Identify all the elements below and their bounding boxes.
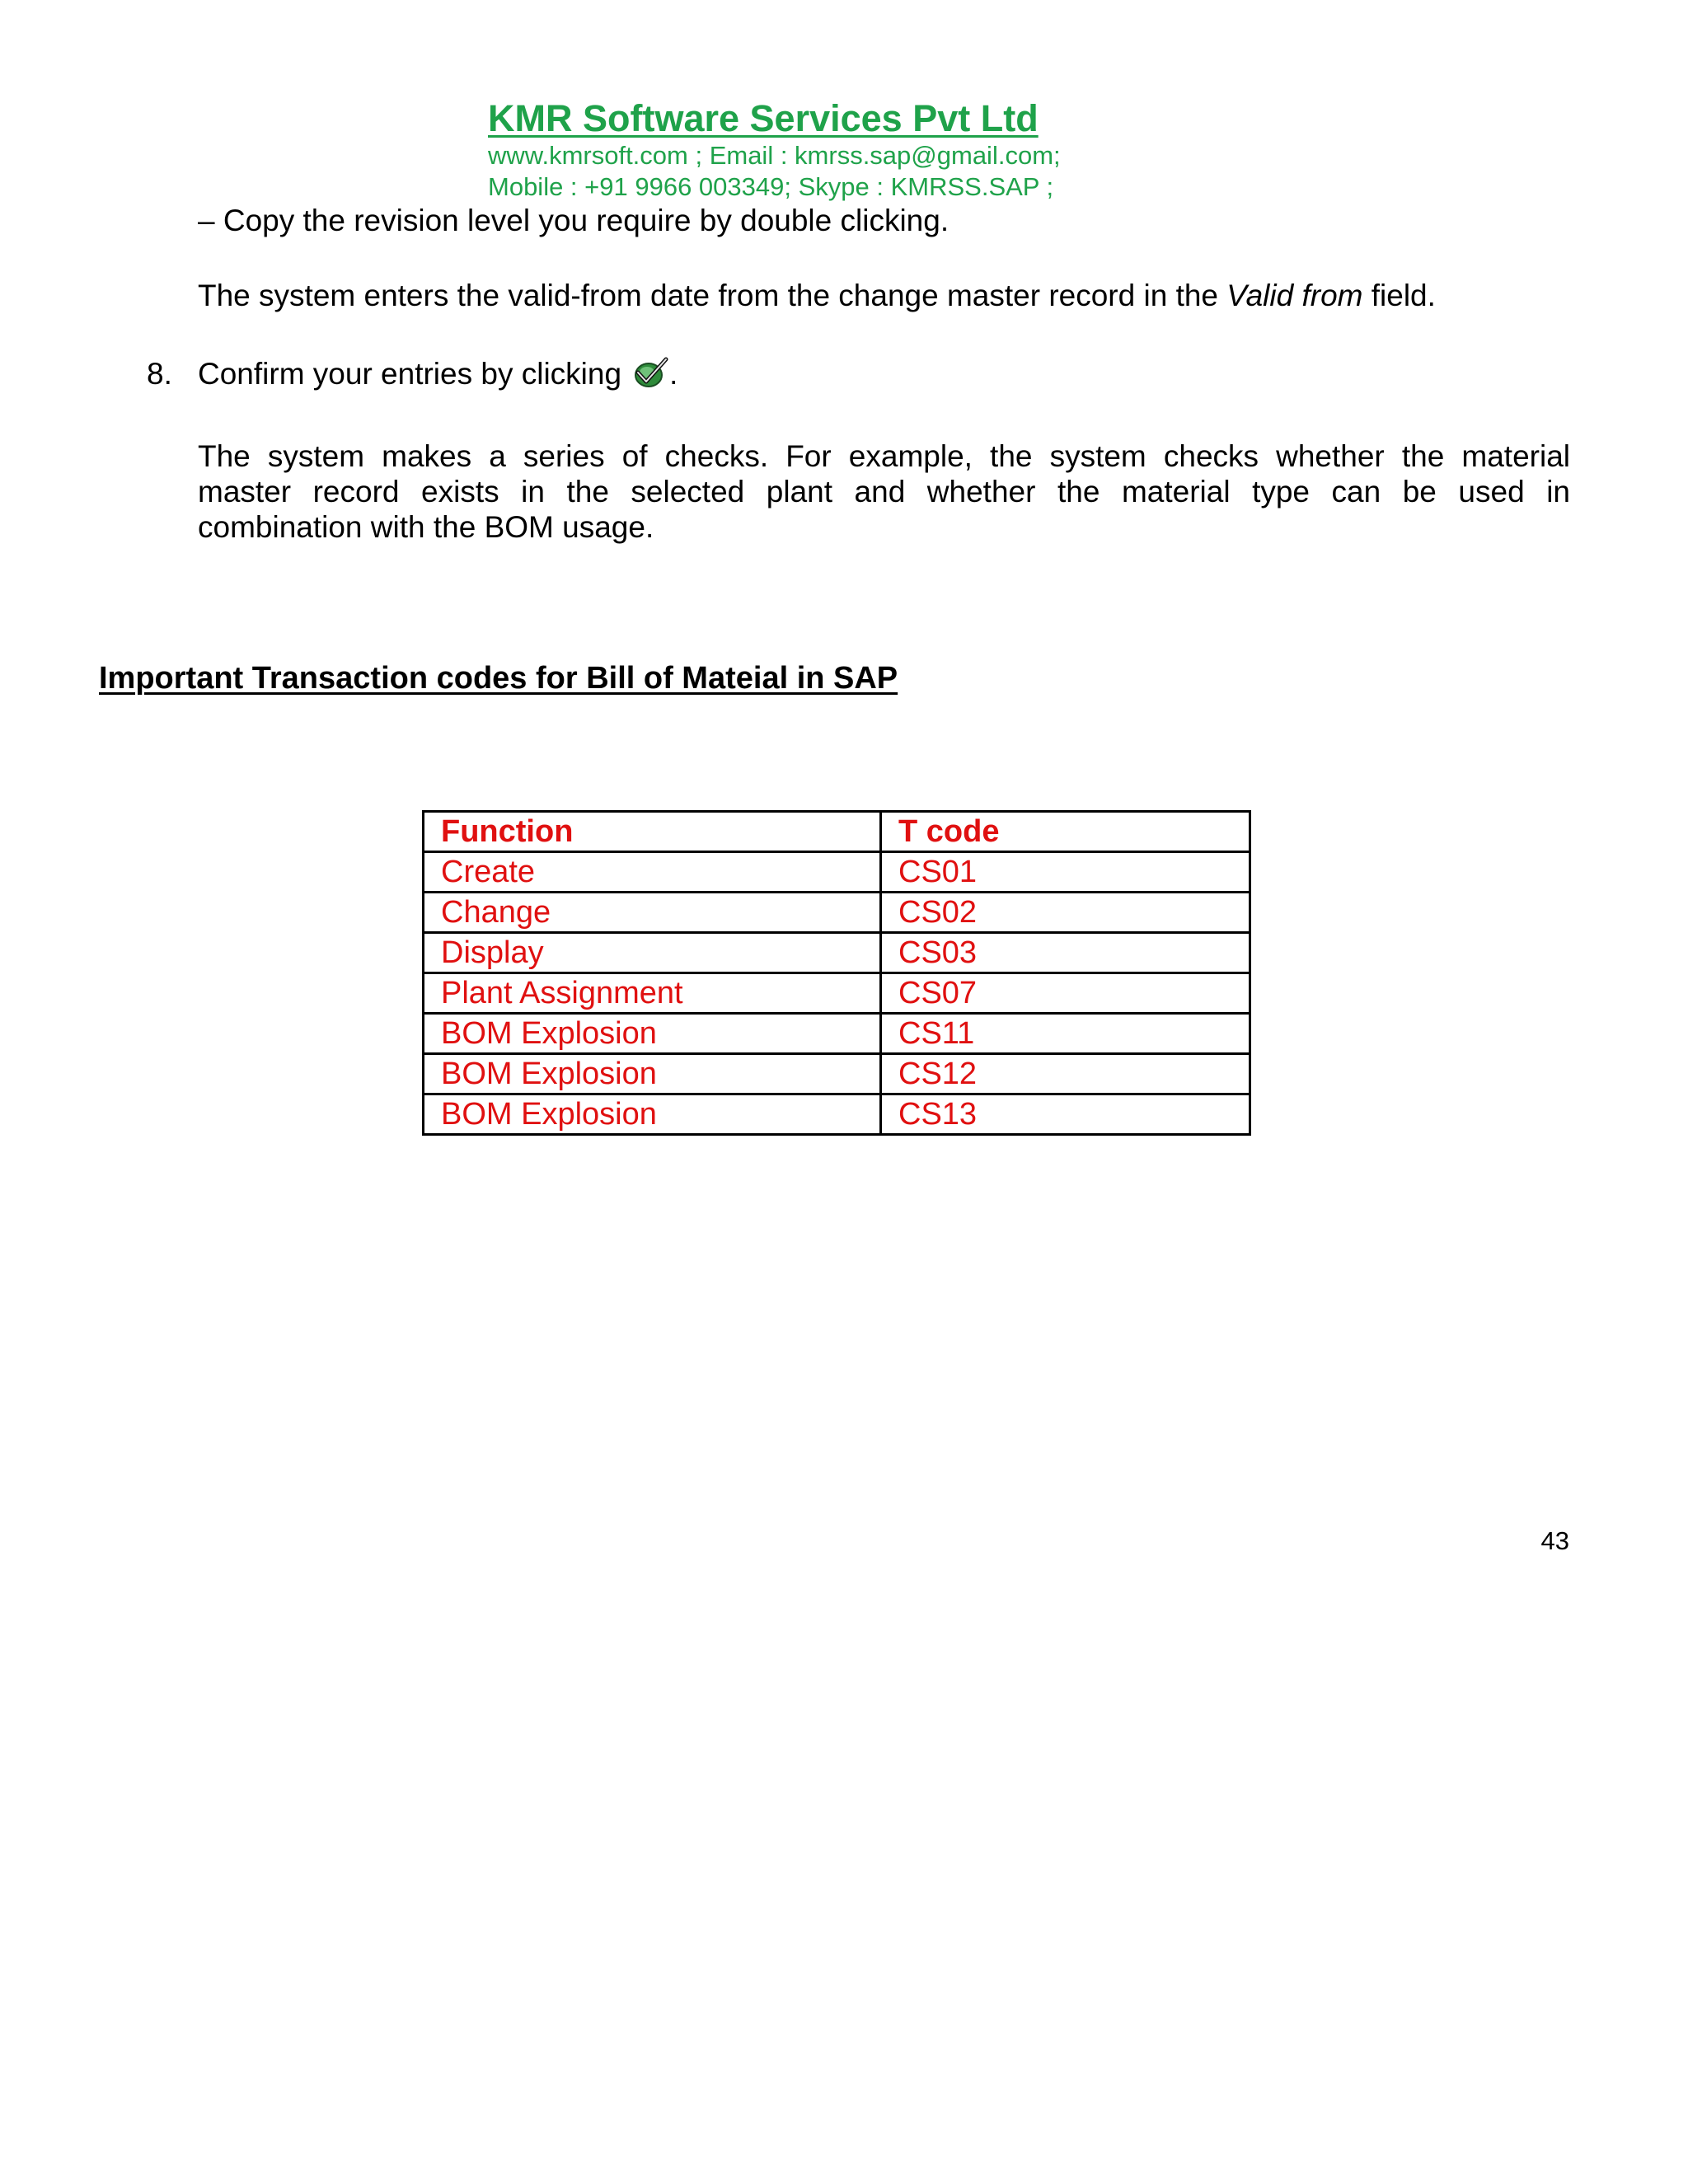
tcode-cell: CS13 — [881, 1094, 1250, 1135]
function-cell: Create — [424, 852, 881, 893]
confirm-period: . — [669, 357, 678, 391]
checks-line-2: master record exists in the selected plant and whether the material type can be used in — [198, 475, 1570, 509]
tcode-cell: CS07 — [881, 973, 1250, 1014]
table-row — [424, 933, 1250, 973]
table-row — [424, 1094, 1250, 1135]
checks-line-3: combination with the BOM usage. — [198, 510, 654, 544]
function-cell: BOM Explosion — [424, 1094, 881, 1135]
system-checks-paragraph — [198, 438, 1570, 545]
table-row — [424, 893, 1250, 933]
table-row — [424, 1054, 1250, 1094]
page-number: 43 — [1540, 1526, 1569, 1555]
section-heading: Important Transaction codes for Bill of Mateial in SAP — [99, 661, 898, 696]
function-cell: Display — [424, 933, 881, 973]
checks-line-1: The system makes a series of checks. For example, the system checks whether the material — [198, 439, 1570, 473]
function-cell: BOM Explosion — [424, 1014, 881, 1054]
company-name: KMR Software Services Pvt Ltd — [488, 97, 1039, 139]
table-row — [424, 1014, 1250, 1054]
tcode-cell: CS02 — [881, 893, 1250, 933]
valid-from-paragraph — [198, 278, 1436, 314]
function-cell: Plant Assignment — [424, 973, 881, 1014]
tcode-cell: CS03 — [881, 933, 1250, 973]
table-row — [424, 852, 1250, 893]
green-check-icon — [631, 356, 669, 389]
confirm-entries-text — [198, 356, 678, 392]
tcode-table — [422, 810, 1251, 1136]
step-number: 8. — [147, 357, 172, 391]
table-header-row — [424, 812, 1250, 852]
page-header — [488, 97, 1061, 203]
tcode-cell: CS11 — [881, 1014, 1250, 1054]
tcode-cell: CS01 — [881, 852, 1250, 893]
valid-from-field-name: Valid from — [1226, 279, 1363, 312]
valid-from-prefix: The system enters the valid-from date from the change master record in the — [198, 279, 1227, 312]
header-tcode: T code — [881, 812, 1250, 852]
confirm-text: Confirm your entries by clicking — [198, 357, 622, 391]
contact-line-web-email: www.kmrsoft.com ; Email : kmrss.sap@gmail.com; — [488, 141, 1061, 170]
copy-revision-text: – Copy the revision level you require by double clicking. — [198, 204, 950, 237]
contact-line-mobile-skype: Mobile : +91 9966 003349; Skype : KMRSS.SAP ; — [488, 172, 1054, 201]
function-cell: BOM Explosion — [424, 1054, 881, 1094]
tcode-cell: CS12 — [881, 1054, 1250, 1094]
table-row — [424, 973, 1250, 1014]
valid-from-suffix: field. — [1362, 279, 1436, 312]
header-function: Function — [424, 812, 881, 852]
function-cell: Change — [424, 893, 881, 933]
